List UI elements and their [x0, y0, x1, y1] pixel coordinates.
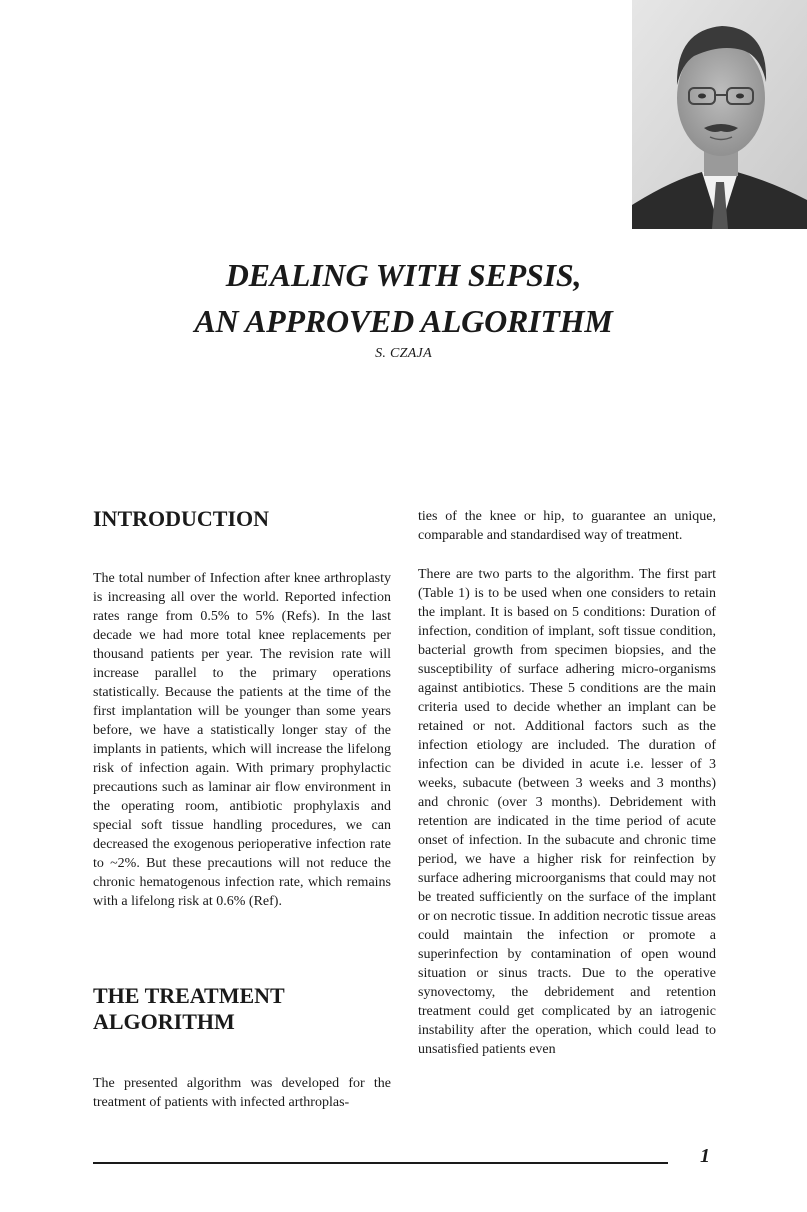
article-title	[0, 252, 807, 344]
algorithm-paragraph: There are two parts to the algorithm. The first part (Table 1) is to be used when one considers to retain the implant. It is based on 5 conditions: Duration of infection, condition of implant, soft tissue condition, bacterial growth from specimen biopsies, and the susceptibility of surface adhering micro-organisms against antibiotics. These 5 conditions are the main criteria used to decide whether an implant can be retained or not. Additional factors such as the infection etiology are included. The duration of infection can be divided in acute i.e. lesser of 3 weeks, subacute (between 3 weeks and 3 months) and chronic (over 3 months). Debridement with retention are indicated in the time period of acute onset of infection. In the subacute and chronic time period, we have a higher risk for reinfection by surface adhering microorganisms that could may not be treated sufficiently on the surface of the implant or on necrotic tissue. In addition necrotic tissue areas could maintain the infection or promote a superinfection by contamination of open wound situation or sinus tracts. Due to the operative synovectomy, the debridement and retention treatment could get complicated by an iatrogenic instability after the operation, which could lead to unsatisfied patients even	[418, 567, 716, 1057]
treatment-paragraph: The presented algorithm was developed for the treatment of patients with infected arthroplas-	[93, 1076, 391, 1110]
treatment-heading	[93, 983, 393, 1035]
author-photo	[632, 0, 807, 229]
title-line-2: AN APPROVED ALGORITHM	[194, 303, 613, 339]
introduction-body	[93, 569, 391, 911]
page-number: 1	[700, 1145, 710, 1167]
continuation-paragraph: ties of the knee or hip, to guarantee an unique, comparable and standardised way of treatment.	[418, 509, 716, 543]
title-line-1: DEALING WITH SEPSIS,	[225, 257, 582, 293]
author-name: S. CZAJA	[375, 346, 432, 361]
treatment-heading-line-1: THE TREATMENT	[93, 983, 285, 1008]
introduction-heading: INTRODUCTION	[93, 506, 270, 531]
treatment-body	[93, 1074, 391, 1112]
right-column	[418, 507, 716, 1059]
author-portrait-image	[632, 0, 807, 229]
introduction-paragraph: The total number of Infection after knee arthroplasty is increasing all over the world. Reported infection rates range from 0.5% to 5% (Refs). In the last decade we had more total knee replacements per thousand patients per year. The revision rate will increase parallel to the primary operations statistically. Because the patients at the time of the first implantation will be younger than some years before, we have a statistically longer stay of the implants in patients, which will increase the lifelong risk of infection again. With primary prophylactic precautions such as laminar air flow environment in the operating room, antibiotic prophylaxis and special soft tissue handling procedures, we can decreased the exogenous perioperative infection rate to ~2%. But these precautions will not reduce the chronic hematogenous infection rate, which remains with a lifelong risk at 0.6% (Ref).	[93, 571, 391, 909]
footer-rule	[93, 1162, 668, 1164]
treatment-heading-line-2: ALGORITHM	[93, 1009, 235, 1034]
